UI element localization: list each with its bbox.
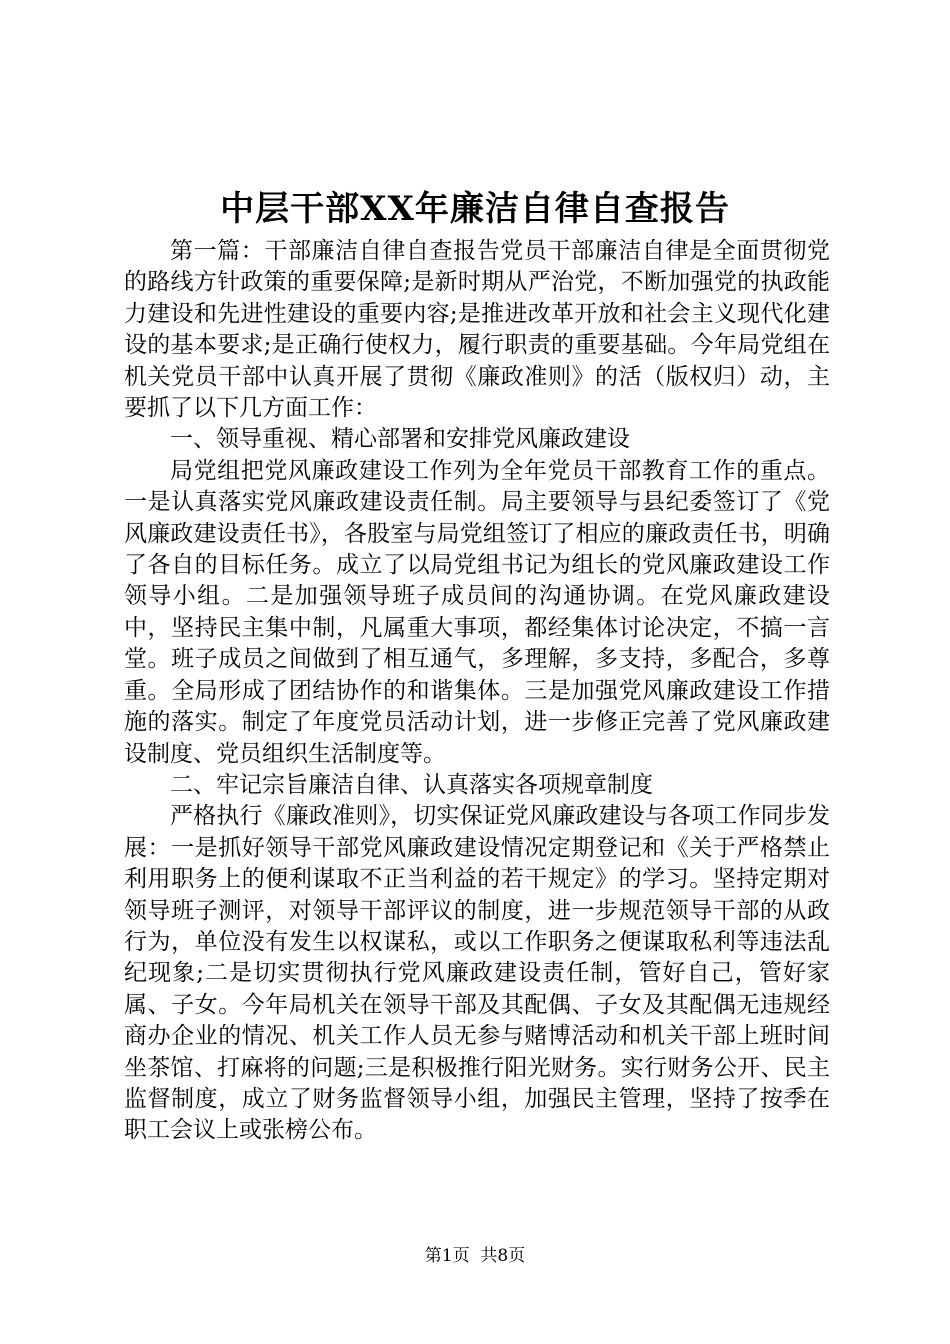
footer-gap (470, 1246, 481, 1266)
section-heading: 一、领导重视、精心部署和安排党风廉政建设 (170, 426, 630, 453)
page-total: 共8页 (480, 1246, 526, 1266)
body-paragraph: 严格执行《廉政准则》，切实保证党风廉政建设与各项工作同步发展：一是抓好领导干部党风廉政建设情况定期登记和《关于严格禁止利用职务上的便利谋取不正当利益的若干规定》的学习。坚持定期对领导班子测评，对领导干部评议的制度，进一步规范领导干部的从政行为，单位没有发生以权谋私，或以工作职务之便谋取私利等违法乱纪现象;二是切实贯彻执行党风廉政建设责任制，管好自己，管好家属、子女。今年局机关在领导干部及其配偶、子女及其配偶无违规经商办企业的情况、机关工作人员无参与赌博活动和机关干部上班时间坐茶馆、打麻将的问题;三是积极推行阳光财务。实行财务公开、民主监督制度，成立了财务监督领导小组，加强民主管理，坚持了按季在职工会议上或张榜公布。 (124, 803, 830, 1144)
body-paragraph: 第一篇：干部廉洁自律自查报告党员干部廉洁自律是全面贯彻党的路线方针政策的重要保障;是新时期从严治党，不断加强党的执政能力建设和先进性建设的重要内容;是推进改革开放和社会主义现代化建设的基本要求;是正确行使权力，履行职责的重要基础。今年局党组在机关党员干部中认真开展了贯彻《廉政准则》的活（版权归）动，主要抓了以下几方面工作： (124, 238, 830, 422)
document-title: 中层干部XX年廉洁自律自查报告 (220, 189, 730, 229)
page-number: 第1页 (424, 1246, 470, 1266)
body-paragraph: 局党组把党风廉政建设工作列为全年党员干部教育工作的重点。一是认真落实党风廉政建设责任制。局主要领导与县纪委签订了《党风廉政建设责任书》，各股室与局党组签订了相应的廉政责任书，明确了各自的目标任务。成立了以局党组书记为组长的党风廉政建设工作领导小组。二是加强领导班子成员间的沟通协调。在党风廉政建设中，坚持民主集中制，凡属重大事项，都经集体讨论决定，不搞一言堂。班子成员之间做到了相互通气，多理解，多支持，多配合，多尊重。全局形成了团结协作的和谐集体。三是加强党风廉政建设工作措施的落实。制定了年度党员活动计划，进一步修正完善了党风廉政建设制度、党员组织生活制度等。 (124, 457, 830, 767)
page-footer (0, 1244, 950, 1268)
section-heading: 二、牢记宗旨廉洁自律、认真落实各项规章制度 (170, 771, 653, 798)
document-body (124, 236, 830, 1147)
